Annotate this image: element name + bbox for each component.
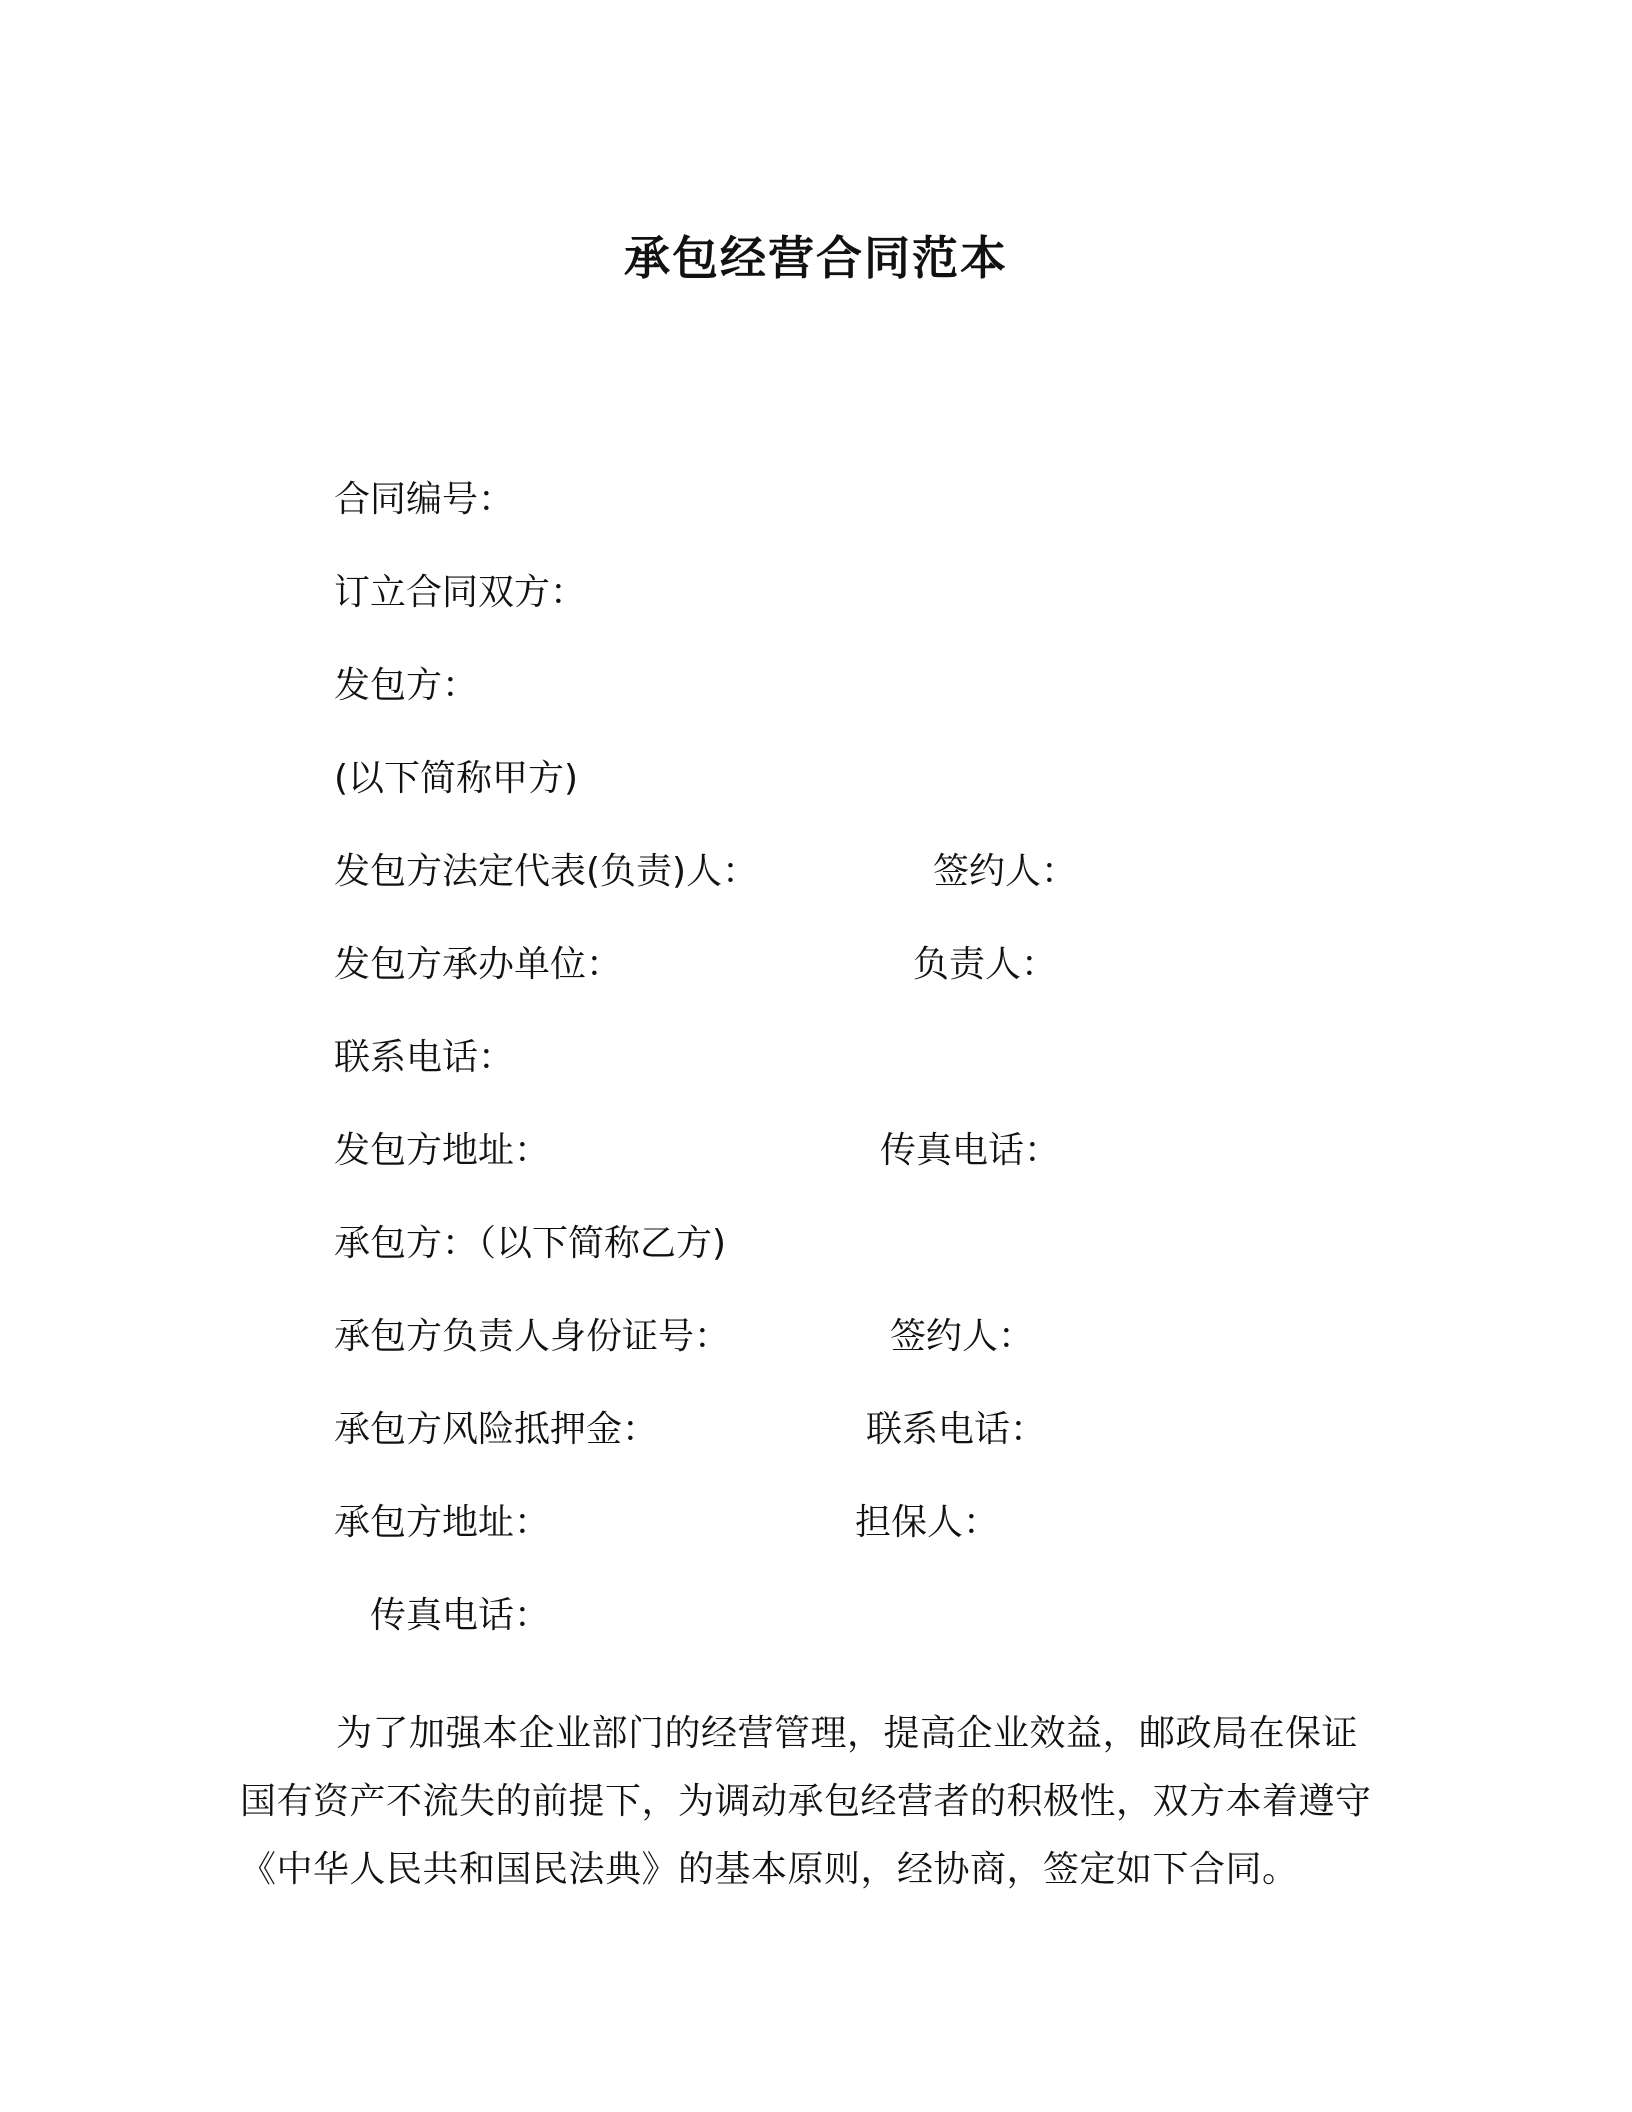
contractor-deposit-label: 承包方风险抵押金： bbox=[334, 1409, 659, 1450]
preamble-paragraph: 为了加强本企业部门的经营管理，提高企业效益，邮政局在保证国有资产不流失的前提下，为调动承包经营者的积极性，双方本着遵守《中华人民共和国民法典》的基本原则，经协商，签定如下合同。 bbox=[240, 1713, 1372, 1890]
employer-abbr-label: (以下简称甲方) bbox=[334, 758, 579, 799]
employer-unit-label: 发包方承办单位： bbox=[334, 944, 623, 985]
employer-unit-head-label: 负责人： bbox=[913, 944, 1058, 985]
employer-phone-label: 联系电话： bbox=[334, 1037, 515, 1078]
employer-fax-label: 传真电话： bbox=[880, 1130, 1061, 1171]
contractor-signatory-label: 签约人： bbox=[890, 1316, 1035, 1357]
contractor-address-label: 承包方地址： bbox=[334, 1502, 551, 1543]
guarantor-label: 担保人： bbox=[855, 1502, 1000, 1543]
employer-signatory-label: 签约人： bbox=[933, 851, 1078, 892]
contractor-fax-label: 传真电话： bbox=[370, 1595, 551, 1636]
contractor-id-label: 承包方负责人身份证号： bbox=[334, 1316, 731, 1357]
employer-address-label: 发包方地址： bbox=[334, 1130, 551, 1171]
contractor-phone-label: 联系电话： bbox=[866, 1409, 1047, 1450]
parties-label: 订立合同双方： bbox=[334, 572, 587, 613]
contract-no-label: 合同编号： bbox=[334, 479, 515, 520]
employer-legal-rep-label: 发包方法定代表(负责)人： bbox=[334, 851, 759, 892]
document-title: 承包经营合同范本 bbox=[624, 231, 1008, 285]
contractor-label: 承包方：（以下简称乙方) bbox=[334, 1223, 727, 1264]
employer-label: 发包方： bbox=[334, 665, 479, 706]
